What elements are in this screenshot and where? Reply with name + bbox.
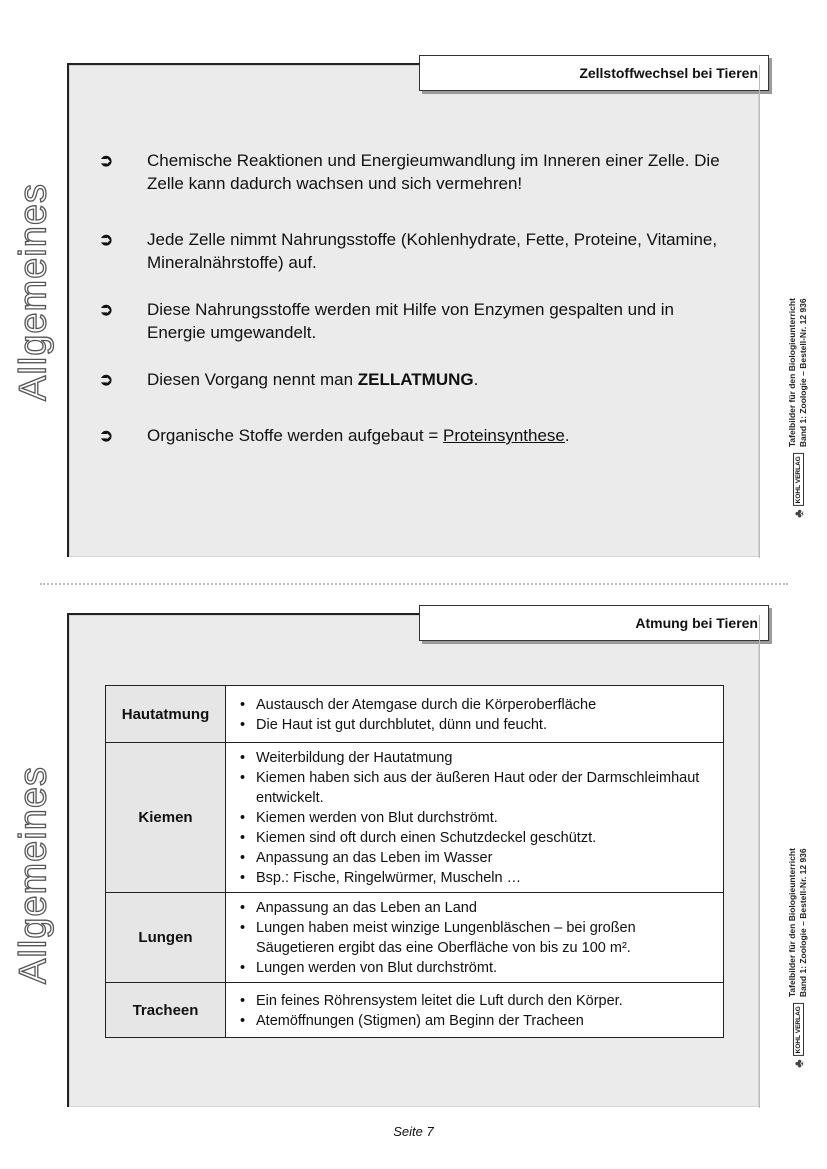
bullet-item (99, 368, 729, 391)
table-row (106, 983, 724, 1038)
bullet-text: Chemische Reaktionen und Energieumwandlung im Inneren einer Zelle. Die Zelle kann dadurch wachsen und sich vermehren! (147, 151, 720, 193)
tree-icon: ♣ (790, 1059, 806, 1068)
list-item: • Kiemen werden von Blut durchströmt. (240, 808, 713, 828)
list-item: • Ein feines Röhrensystem leitet die Luft durch den Körper. (240, 991, 713, 1011)
bullet-text: Diesen Vorgang nennt man ZELLATMUNG. (147, 370, 479, 389)
list-item: • Atemöffnungen (Stigmen) am Beginn der Tracheen (240, 1011, 713, 1031)
bullet-list (99, 149, 729, 447)
arrow-bullet-icon: ➲ (99, 426, 114, 445)
publisher-logo (791, 1003, 806, 1068)
publisher-line-1: Tafelbilder für den Biologieunterricht (787, 298, 797, 448)
row-description (226, 743, 724, 893)
list-item: • Anpassung an das Leben an Land (240, 898, 713, 918)
keyword-proteinsynthese: Proteinsynthese (442, 426, 565, 445)
respiration-table (105, 685, 724, 1038)
bullet-item (99, 228, 729, 274)
list-item: • Kiemen sind oft durch einen Schutzdeckel geschützt. (240, 828, 713, 848)
tree-icon: ♣ (790, 509, 806, 518)
row-description (226, 686, 724, 743)
list-item: • Bsp.: Fische, Ringelwürmer, Muscheln … (240, 868, 713, 888)
publisher-logo (791, 453, 806, 518)
bullet-text: Organische Stoffe werden aufgebaut = Proteinsynthese. (147, 426, 570, 445)
panel-zellstoffwechsel (67, 63, 759, 557)
row-label: Lungen (106, 893, 226, 983)
bullet-item (99, 424, 729, 447)
bullet-text: Jede Zelle nimmt Nahrungsstoffe (Kohlenhydrate, Fette, Proteine, Vitamine, Mineralnährstoffe) auf. (147, 230, 718, 272)
publisher-line-2: Band 1: Zoologie – Bestell-Nr. 12 936 (798, 848, 808, 998)
arrow-bullet-icon: ➲ (99, 230, 114, 249)
row-label: Hautatmung (106, 686, 226, 743)
arrow-bullet-icon: ➲ (99, 370, 114, 389)
page-number: Seite 7 (393, 1124, 434, 1139)
section-divider (40, 583, 788, 585)
bullet-item (99, 298, 729, 344)
side-title-text: Allgemeines (12, 183, 55, 401)
panel-atmung (67, 613, 759, 1107)
list-item: • Kiemen haben sich aus der äußeren Haut oder der Darmschleimhaut entwickelt. (240, 768, 713, 808)
row-description (226, 893, 724, 983)
bullet-item (99, 149, 729, 195)
logo-text: KOHL VERLAG (793, 453, 804, 506)
table-row (106, 686, 724, 743)
logo-text: KOHL VERLAG (793, 1003, 804, 1056)
publisher-line-2: Band 1: Zoologie – Bestell-Nr. 12 936 (798, 298, 808, 448)
section-title: Zellstoffwechsel bei Tieren (419, 55, 769, 91)
arrow-bullet-icon: ➲ (99, 300, 114, 319)
list-item: • Austausch der Atemgase durch die Körperoberfläche (240, 695, 713, 715)
publisher-line-1: Tafelbilder für den Biologieunterricht (787, 848, 797, 998)
side-title-text: Allgemeines (12, 766, 55, 984)
list-item: • Lungen werden von Blut durchströmt. (240, 958, 713, 978)
section-title: Atmung bei Tieren (419, 605, 769, 641)
list-item: • Lungen haben meist winzige Lungenbläschen – bei großen Säugetieren ergibt das eine Oberfläche von bis zu 100 m². (240, 918, 713, 958)
row-description (226, 983, 724, 1038)
row-label: Kiemen (106, 743, 226, 893)
table-row (106, 743, 724, 893)
bullet-text: Diese Nahrungsstoffe werden mit Hilfe von Enzymen gespalten und in Energie umgewandelt. (147, 300, 674, 342)
list-item: • Anpassung an das Leben im Wasser (240, 848, 713, 868)
keyword-zellatmung: ZELLATMUNG (357, 370, 474, 389)
row-label: Tracheen (106, 983, 226, 1038)
list-item: • Die Haut ist gut durchblutet, dünn und feucht. (240, 715, 713, 735)
list-item: • Weiterbildung der Hautatmung (240, 748, 713, 768)
table-row (106, 893, 724, 983)
arrow-bullet-icon: ➲ (99, 151, 114, 170)
